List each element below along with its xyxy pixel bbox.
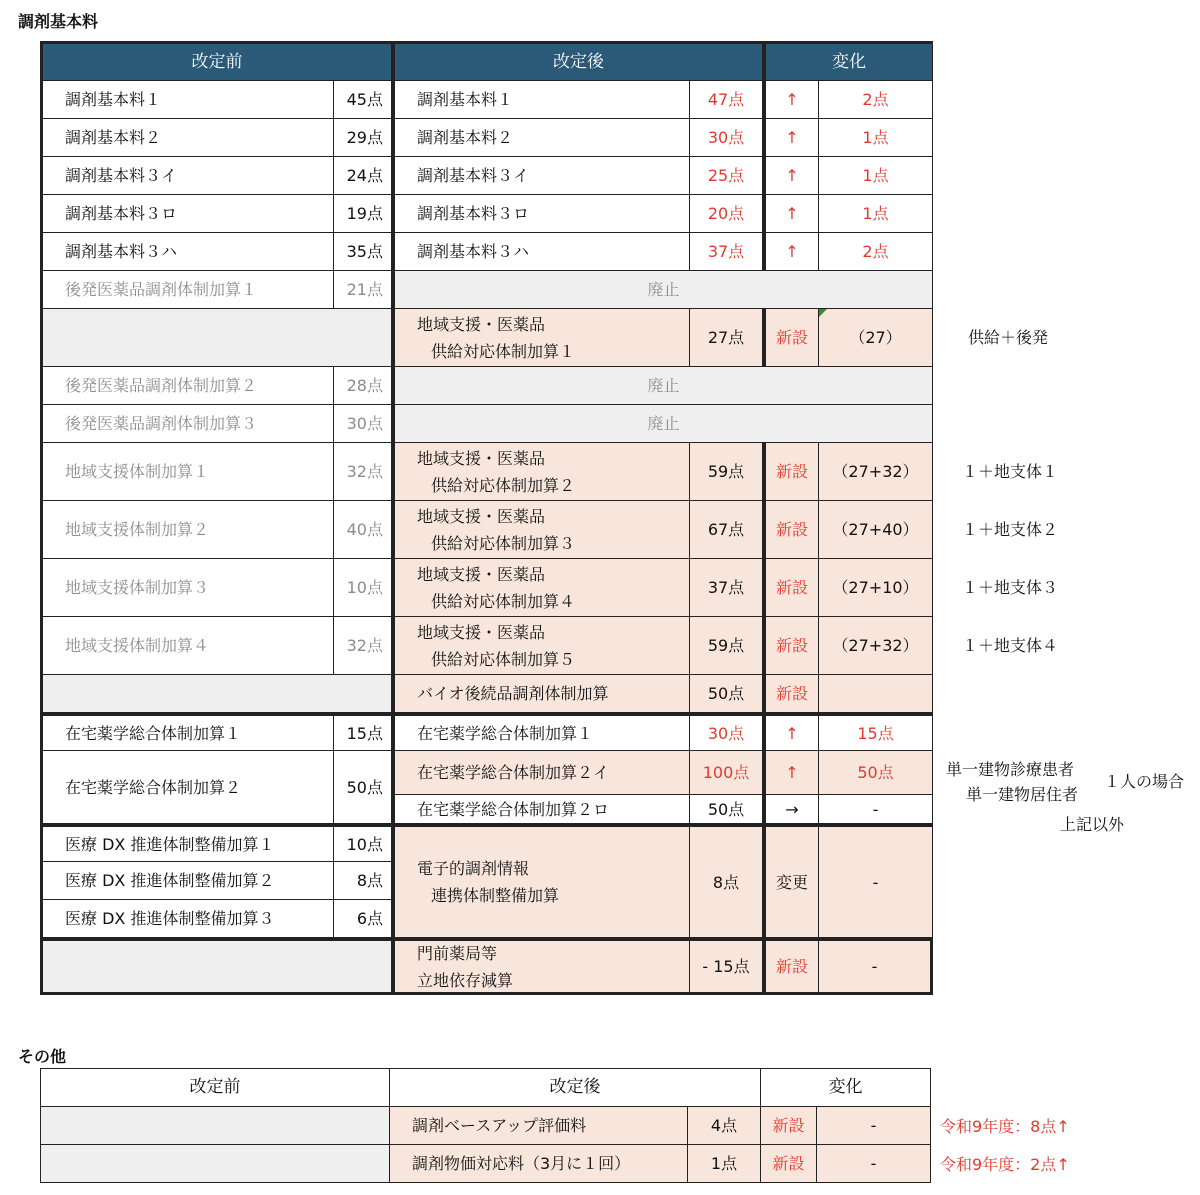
- change-mark: 新設: [761, 1107, 817, 1145]
- before-points: 32点: [334, 617, 392, 675]
- after-points: 27点: [690, 309, 763, 367]
- header-before: 改定前: [41, 1069, 390, 1107]
- after-name: [392, 501, 690, 559]
- before-points: 10点: [334, 559, 392, 617]
- after-name: 在宅薬学総合体制加算１: [392, 713, 690, 751]
- after-name-line2: 供給対応体制加算２: [431, 475, 576, 495]
- change-mark: ↑: [763, 713, 819, 751]
- after-name-line2: 供給対応体制加算１: [431, 341, 576, 361]
- after-name-line2: 供給対応体制加算３: [431, 533, 576, 553]
- section-title-other: その他: [18, 1047, 67, 1066]
- side-note: 単一建物診療患者: [946, 760, 1075, 779]
- after-name-line1: 地域支援・医薬品: [417, 564, 546, 584]
- before-points: 45点: [334, 81, 392, 119]
- before-name: 在宅薬学総合体制加算２: [43, 751, 334, 824]
- change-diff-empty: [819, 675, 933, 713]
- after-points: 30点: [690, 119, 763, 157]
- after-name-line1: 地域支援・医薬品: [417, 506, 546, 526]
- comment-marker-icon: [819, 309, 827, 317]
- before-name: 在宅薬学総合体制加算１: [43, 713, 334, 751]
- before-points: 50点: [334, 751, 392, 824]
- empty-before-cell: [41, 1107, 390, 1145]
- before-points: 15点: [334, 713, 392, 751]
- change-diff: -: [819, 795, 933, 824]
- after-name: [392, 309, 690, 367]
- after-name: [392, 617, 690, 675]
- after-points: 8点: [690, 824, 763, 938]
- after-name-line1: 地域支援・医薬品: [417, 314, 546, 334]
- before-points: 19点: [334, 195, 392, 233]
- change-mark: ↑: [763, 751, 819, 795]
- change-diff: -: [819, 824, 933, 938]
- change-mark: 新設: [763, 617, 819, 675]
- change-mark: ↑: [763, 233, 819, 271]
- after-name: バイオ後続品調剤体制加算: [392, 675, 690, 713]
- side-note: １＋地支体１: [962, 462, 1059, 481]
- after-name: [392, 824, 690, 938]
- after-name: 調剤基本料３ハ: [392, 233, 690, 271]
- before-name: 医療 DX 推進体制整備加算１: [43, 824, 334, 862]
- change-diff: 1点: [819, 157, 933, 195]
- abolished-cell: 廃止: [392, 271, 933, 309]
- side-note: 供給＋後発: [968, 328, 1049, 347]
- empty-before-cell: [41, 1145, 390, 1183]
- before-name: 地域支援体制加算３: [43, 559, 334, 617]
- change-diff: -: [819, 938, 933, 995]
- before-name: 調剤基本料３ハ: [43, 233, 334, 271]
- after-points: 50点: [690, 675, 763, 713]
- empty-before-cell: [43, 938, 392, 995]
- after-name-line1: 門前薬局等: [417, 943, 498, 963]
- dispensing-fee-table: [40, 41, 933, 995]
- after-name-line2: 供給対応体制加算５: [431, 649, 576, 669]
- header-after: 改定後: [392, 44, 763, 81]
- before-name: 調剤基本料３イ: [43, 157, 334, 195]
- change-diff: 1点: [819, 195, 933, 233]
- after-name: 在宅薬学総合体制加算２ロ: [392, 795, 690, 824]
- side-note: １＋地支体２: [962, 520, 1059, 539]
- change-diff: [819, 309, 933, 367]
- change-diff-text: （27）: [849, 328, 902, 347]
- after-name: 調剤ベースアップ評価料: [390, 1107, 688, 1145]
- after-points: 20点: [690, 195, 763, 233]
- after-name-line2: 立地依存減算: [417, 970, 514, 990]
- change-mark: 変更: [763, 824, 819, 938]
- before-points: 10点: [334, 824, 392, 862]
- before-points: 40点: [334, 501, 392, 559]
- before-points: 24点: [334, 157, 392, 195]
- after-name-line1: 電子的調剤情報: [417, 859, 530, 878]
- before-points: 35点: [334, 233, 392, 271]
- change-mark: 新設: [763, 675, 819, 713]
- abolished-cell: 廃止: [392, 405, 933, 443]
- after-points: 59点: [690, 443, 763, 501]
- before-name: 後発医薬品調剤体制加算１: [43, 271, 334, 309]
- header-before: 改定前: [43, 44, 392, 81]
- before-name: 地域支援体制加算２: [43, 501, 334, 559]
- after-points: 30点: [690, 713, 763, 751]
- after-name: [392, 559, 690, 617]
- before-name: 地域支援体制加算４: [43, 617, 334, 675]
- change-mark: 新設: [763, 309, 819, 367]
- change-diff: （27+32）: [819, 617, 933, 675]
- side-note: 上記以外: [1060, 815, 1125, 834]
- after-points: 37点: [690, 233, 763, 271]
- before-name: 医療 DX 推進体制整備加算３: [43, 900, 334, 938]
- change-diff: （27+40）: [819, 501, 933, 559]
- before-points: 6点: [334, 900, 392, 938]
- after-name: 調剤基本料２: [392, 119, 690, 157]
- after-points: 1点: [688, 1145, 761, 1183]
- change-mark: 新設: [763, 559, 819, 617]
- before-points: 28点: [334, 367, 392, 405]
- change-diff: 2点: [819, 233, 933, 271]
- after-name-line2: 供給対応体制加算４: [431, 591, 576, 611]
- change-diff: （27+32）: [819, 443, 933, 501]
- after-name: [392, 938, 690, 995]
- after-name-line1: 地域支援・医薬品: [417, 622, 546, 642]
- side-note: １＋地支体３: [962, 578, 1059, 597]
- header-change: 変化: [761, 1069, 931, 1107]
- before-name: 後発医薬品調剤体制加算２: [43, 367, 334, 405]
- change-diff: -: [817, 1107, 931, 1145]
- change-diff: 15点: [819, 713, 933, 751]
- side-note: １人の場合: [1104, 772, 1185, 791]
- after-name: [392, 443, 690, 501]
- change-mark: 新設: [763, 443, 819, 501]
- other-fees-table: [40, 1068, 931, 1183]
- before-name: 医療 DX 推進体制整備加算２: [43, 862, 334, 900]
- after-points: 25点: [690, 157, 763, 195]
- after-points: 67点: [690, 501, 763, 559]
- after-name: 調剤基本料３ロ: [392, 195, 690, 233]
- before-name: 調剤基本料２: [43, 119, 334, 157]
- before-name: 後発医薬品調剤体制加算３: [43, 405, 334, 443]
- after-name: 調剤基本料３イ: [392, 157, 690, 195]
- change-mark: →: [763, 795, 819, 824]
- section-title-dispensing-basic-fee: 調剤基本料: [18, 12, 99, 31]
- header-change: 変化: [763, 44, 933, 81]
- side-note: 令和9年度：2点↑: [940, 1155, 1070, 1174]
- after-name: 調剤基本料１: [392, 81, 690, 119]
- side-note: 単一建物居住者: [966, 785, 1079, 804]
- before-points: 21点: [334, 271, 392, 309]
- before-name: 地域支援体制加算１: [43, 443, 334, 501]
- after-points: 4点: [688, 1107, 761, 1145]
- before-name: 調剤基本料３ロ: [43, 195, 334, 233]
- after-name: 在宅薬学総合体制加算２イ: [392, 751, 690, 795]
- side-note: １＋地支体４: [962, 636, 1059, 655]
- change-diff: 2点: [819, 81, 933, 119]
- change-mark: ↑: [763, 195, 819, 233]
- before-name: 調剤基本料１: [43, 81, 334, 119]
- before-points: 8点: [334, 862, 392, 900]
- after-points: 59点: [690, 617, 763, 675]
- after-points: 37点: [690, 559, 763, 617]
- after-name: 調剤物価対応料（3月に１回）: [390, 1145, 688, 1183]
- after-points: 50点: [690, 795, 763, 824]
- header-after: 改定後: [390, 1069, 761, 1107]
- change-mark: 新設: [763, 501, 819, 559]
- change-diff: 50点: [819, 751, 933, 795]
- change-mark: ↑: [763, 81, 819, 119]
- change-diff: -: [817, 1145, 931, 1183]
- after-name-line1: 地域支援・医薬品: [417, 448, 546, 468]
- after-name-line2: 連携体制整備加算: [431, 886, 560, 905]
- change-mark: ↑: [763, 119, 819, 157]
- change-diff: 1点: [819, 119, 933, 157]
- change-mark: 新設: [761, 1145, 817, 1183]
- before-points: 30点: [334, 405, 392, 443]
- after-points: 47点: [690, 81, 763, 119]
- side-note: 令和9年度：8点↑: [940, 1117, 1070, 1136]
- empty-before-cell: [43, 675, 392, 713]
- empty-before-cell: [43, 309, 392, 367]
- change-diff: （27+10）: [819, 559, 933, 617]
- after-points: - 15点: [690, 938, 763, 995]
- after-points: 100点: [690, 751, 763, 795]
- before-points: 32点: [334, 443, 392, 501]
- abolished-cell: 廃止: [392, 367, 933, 405]
- change-mark: 新設: [763, 938, 819, 995]
- before-points: 29点: [334, 119, 392, 157]
- change-mark: ↑: [763, 157, 819, 195]
